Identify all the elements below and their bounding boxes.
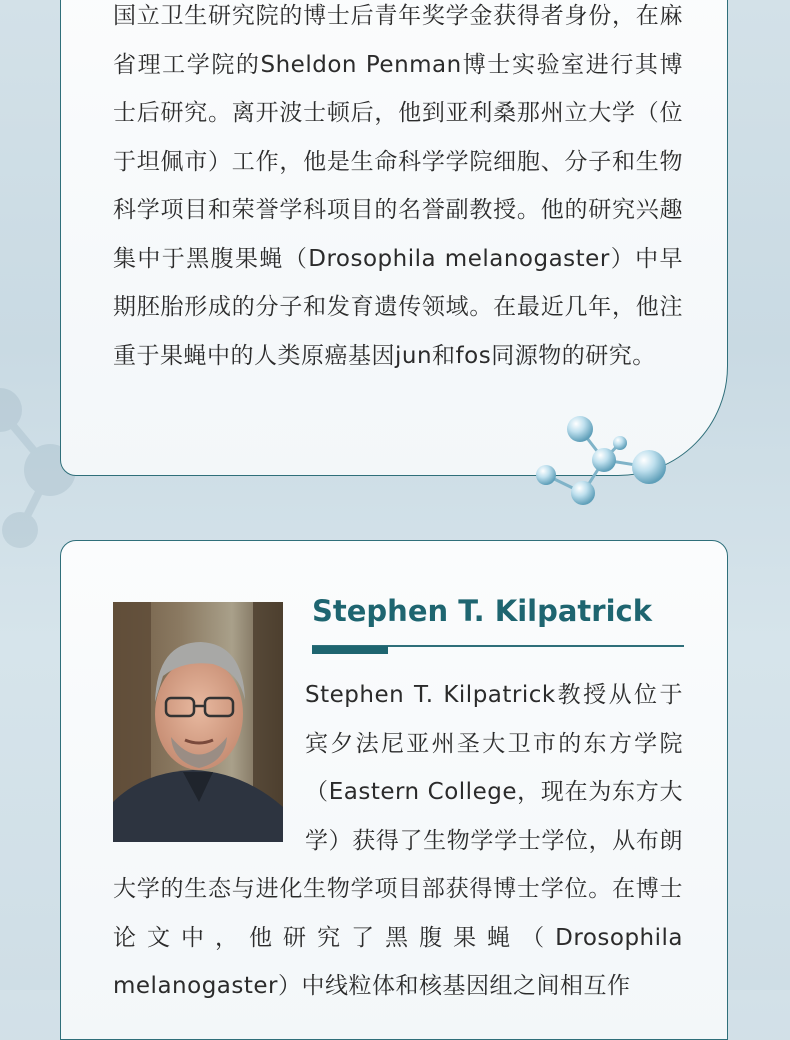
molecule-icon [526,405,676,510]
bio-1-paragraph: 国立卫生研究院的博士后青年奖学金获得者身份，在麻省理工学院的Sheldon Penman博士实验室进行其博士后研究。离开波士顿后，他到亚利桑那州立大学（位于坦佩市）工作，他是生命科学学院细胞、分子和生物科学项目和荣誉学科项目的名誉副教授。他的研究兴趣集中于黑腹果蝇（Drosophila melanogaster）中早期胚胎形成的分子和发育遗传领域。在最近几年，他注重于果蝇中的人类原癌基因jun和fos同源物的研究。 [113,3,683,369]
person-name-heading: Stephen T. Kilpatrick [312,594,652,628]
heading-accent-bar [312,646,388,654]
bio-2-paragraph: Stephen T. Kilpatrick教授从位于宾夕法尼亚州圣大卫市的东方学院（Eastern College，现在为东方大学）获得了生物学学士学位，从布朗大学的生态与进化生物学项目部获得博士学位。在博士论文中，他研究了黑腹果蝇（Drosophila melanogaster）中线粒体和核基因组之间相互作 [113,682,683,999]
